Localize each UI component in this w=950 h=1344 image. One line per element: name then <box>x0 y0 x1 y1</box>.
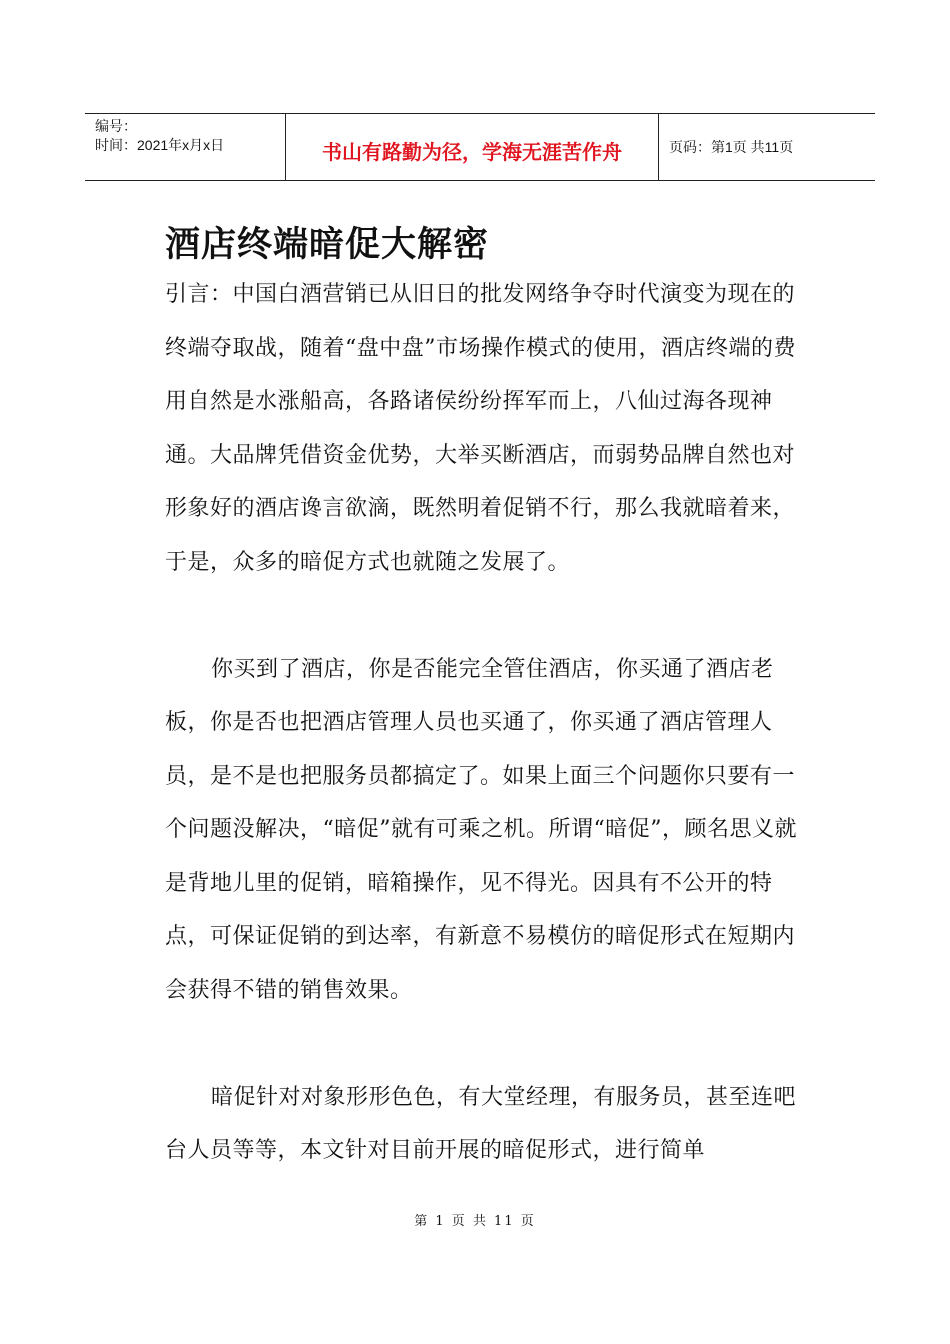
paragraph-2: 你买到了酒店，你是否能完全管住酒店，你买通了酒店老板，你是否也把酒店管理人员也买通了，你买通了酒店管理人员，是不是也把服务员都搞定了。如果上面三个问题你只要有一个问题没解决，“暗促”就有可乘之机。所谓“暗促”，顾名思义就是背地儿里的促销，暗箱操作，见不得光。因具有不公开的特点，可保证促销的到达率，有新意不易模仿的暗促形式在短期内会获得不错的销售效果。 <box>165 656 797 1003</box>
paragraph-intro: 引言：中国白酒营销已从旧日的批发网络争夺时代演变为现在的终端夺取战，随着“盘中盘”市场操作模式的使用，酒店终端的费用自然是水涨船高，各路诸侯纷纷挥军而上，八仙过海各现神通。大品牌凭借资金优势，大举买断酒店，而弱势品牌自然也对形象好的酒店谗言欲滴，既然明着促销不行，那么我就暗着来，于是，众多的暗促方式也就随之发展了。 <box>165 282 796 575</box>
page-footer: 第 1 页 共 11 页 <box>414 1214 536 1229</box>
document-title: 酒店终端暗促大解密 <box>165 224 490 265</box>
header-motto-cell <box>285 114 659 180</box>
header-page-cell <box>659 114 875 180</box>
document-number-label: 编号： <box>95 118 137 134</box>
paragraph-gap <box>165 589 805 643</box>
document-header-table <box>85 113 875 181</box>
paragraph-gap <box>165 1017 805 1071</box>
document-time-label: 时间：2021年x月x日 <box>95 137 225 153</box>
document-body <box>165 268 805 1178</box>
header-meta-cell <box>85 114 285 180</box>
header-motto: 书山有路勤为径，学海无涯苦作舟 <box>322 139 622 164</box>
header-page-info: 页码：第1页 共11页 <box>669 139 794 155</box>
paragraph-3: 暗促针对对象形形色色，有大堂经理，有服务员，甚至连吧台人员等等，本文针对目前开展的暗促形式，进行简单 <box>165 1084 797 1163</box>
